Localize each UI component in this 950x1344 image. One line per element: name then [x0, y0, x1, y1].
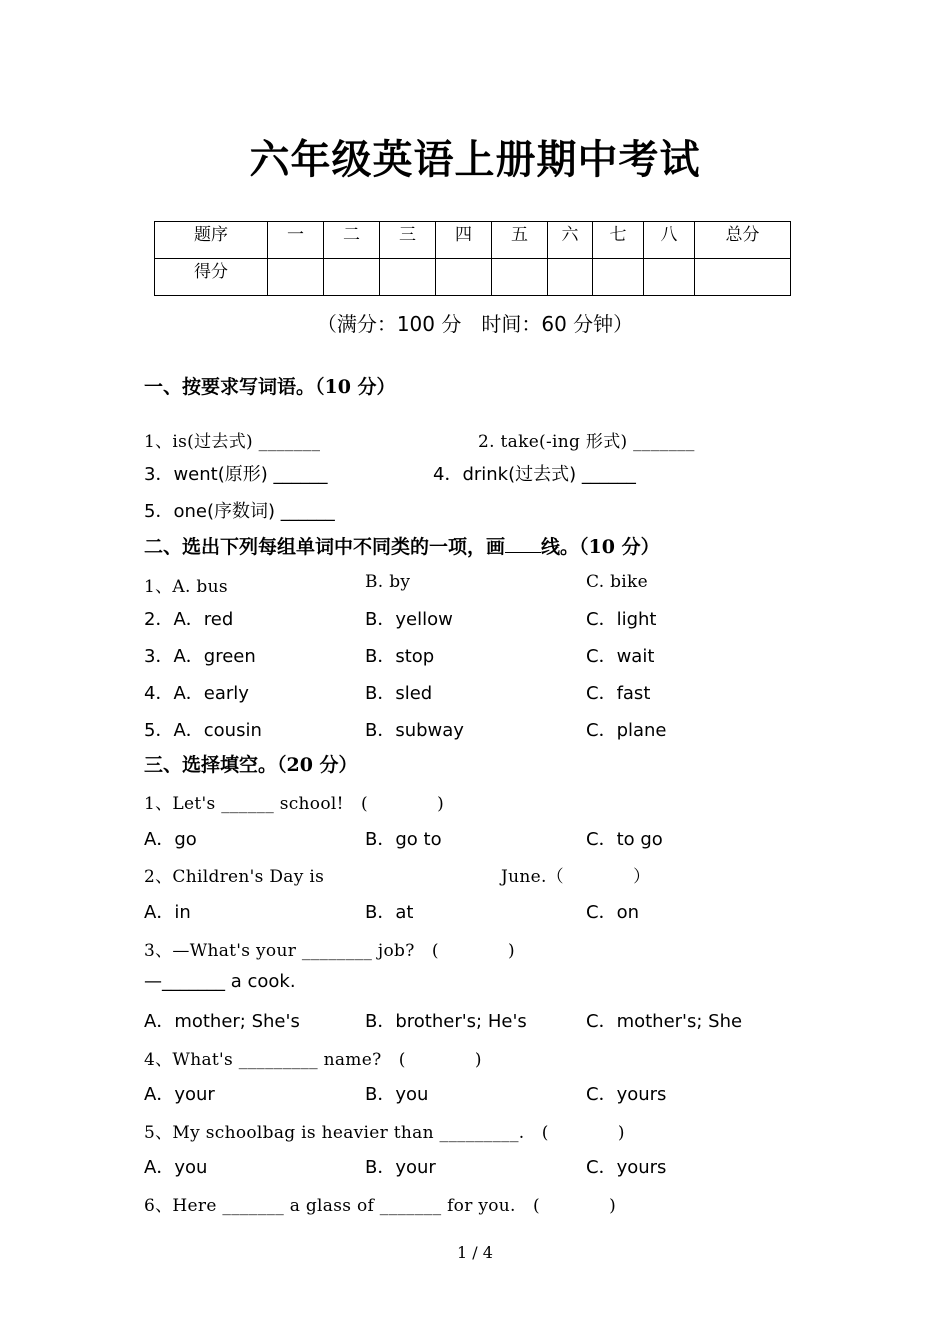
question-line: —_______ a cook. — [144, 971, 296, 992]
option-b: B．brother's; He's — [365, 1011, 527, 1032]
score-table-cell: 四 — [436, 222, 492, 259]
score-input-cell[interactable] — [644, 259, 695, 296]
section2-heading-start: 二、选出下列每组单词中不同类的一项，画 — [144, 536, 506, 558]
section2-heading-end: 线。（10 分） — [541, 536, 660, 558]
option-a: 2．A．red — [144, 609, 234, 630]
option-b: B．sled — [365, 683, 433, 704]
question-stem: 2、Children's Day is — [144, 867, 325, 887]
option-b: B．stop — [365, 646, 435, 667]
score-table-cell: 六 — [548, 222, 593, 259]
option-c: C．on — [586, 902, 639, 923]
section1-item: 3．went(原形) ______ — [144, 464, 328, 485]
option-a: A．you — [144, 1157, 208, 1178]
score-table-cell: 总分 — [695, 222, 791, 259]
score-input-cell[interactable] — [695, 259, 791, 296]
option-c: C．fast — [586, 683, 651, 704]
option-a: A．mother; She's — [144, 1011, 300, 1032]
score-table-cell: 二 — [324, 222, 380, 259]
score-table-header-row — [155, 222, 791, 259]
score-input-cell[interactable] — [380, 259, 436, 296]
option-b: B．at — [365, 902, 414, 923]
question-stem: 3、—What's your ________ job? ( ) — [144, 941, 515, 961]
option-c: C．wait — [586, 646, 655, 667]
section2-heading — [144, 532, 660, 559]
option-a: A．in — [144, 902, 191, 923]
score-input-cell[interactable] — [492, 259, 548, 296]
score-table-cell: 八 — [644, 222, 695, 259]
score-table-cell: 三 — [380, 222, 436, 259]
score-input-cell[interactable] — [268, 259, 324, 296]
option-b: B．yellow — [365, 609, 453, 630]
option-c: C．yours — [586, 1084, 667, 1105]
exam-info: （满分：100 分 时间：60 分钟） — [316, 312, 634, 336]
score-table-score-row — [155, 259, 791, 296]
question-stem: 6、Here _______ a glass of _______ for you. ( ) — [144, 1196, 617, 1216]
option-c: C．light — [586, 609, 657, 630]
option-a: 4．A．early — [144, 683, 249, 704]
option-b: B．subway — [365, 720, 464, 741]
section1-item: 4．drink(过去式) ______ — [433, 464, 636, 485]
option-c: C．to go — [586, 829, 663, 850]
option-a: 3．A．green — [144, 646, 256, 667]
score-input-cell[interactable] — [548, 259, 593, 296]
option-a: A．your — [144, 1084, 215, 1105]
section3-heading: 三、选择填空。（20 分） — [144, 754, 358, 776]
section1-item: 2. take(-ing 形式) _______ — [478, 432, 695, 452]
score-row-label: 得分 — [155, 259, 268, 296]
score-table-cell: 七 — [593, 222, 644, 259]
question-stem: 4、What's _________ name? ( ) — [144, 1050, 482, 1070]
section1-item: 5．one(序数词) ______ — [144, 501, 335, 522]
page-title: 六年级英语上册期中考试 — [249, 137, 701, 183]
score-table — [154, 221, 791, 296]
option-c: C．yours — [586, 1157, 667, 1178]
section1-heading: 一、按要求写词语。（10 分） — [144, 376, 396, 398]
option-c: C. bike — [586, 572, 648, 592]
option-a: 5．A．cousin — [144, 720, 262, 741]
option-a: 1、A. bus — [144, 577, 228, 597]
heading-underline-blank — [505, 534, 541, 553]
option-c: C．plane — [586, 720, 667, 741]
question-stem: 5、My schoolbag is heavier than _________. ( ) — [144, 1123, 625, 1143]
score-input-cell[interactable] — [593, 259, 644, 296]
question-stem: 1、Let's ______ school! ( ) — [144, 794, 445, 814]
option-a: A．go — [144, 829, 197, 850]
score-input-cell[interactable] — [324, 259, 380, 296]
option-b: B. by — [365, 572, 411, 592]
score-table-cell: 一 — [268, 222, 324, 259]
option-b: B．you — [365, 1084, 429, 1105]
option-c: C．mother's; She — [586, 1011, 743, 1032]
section1-item: 1、is(过去式) _______ — [144, 432, 321, 452]
option-b: B．your — [365, 1157, 436, 1178]
score-table-cell: 题序 — [155, 222, 268, 259]
score-input-cell[interactable] — [436, 259, 492, 296]
score-table-cell: 五 — [492, 222, 548, 259]
option-b: B．go to — [365, 829, 442, 850]
page-number: 1 / 4 — [457, 1243, 493, 1262]
question-stem-end: June.（ ） — [501, 867, 651, 887]
